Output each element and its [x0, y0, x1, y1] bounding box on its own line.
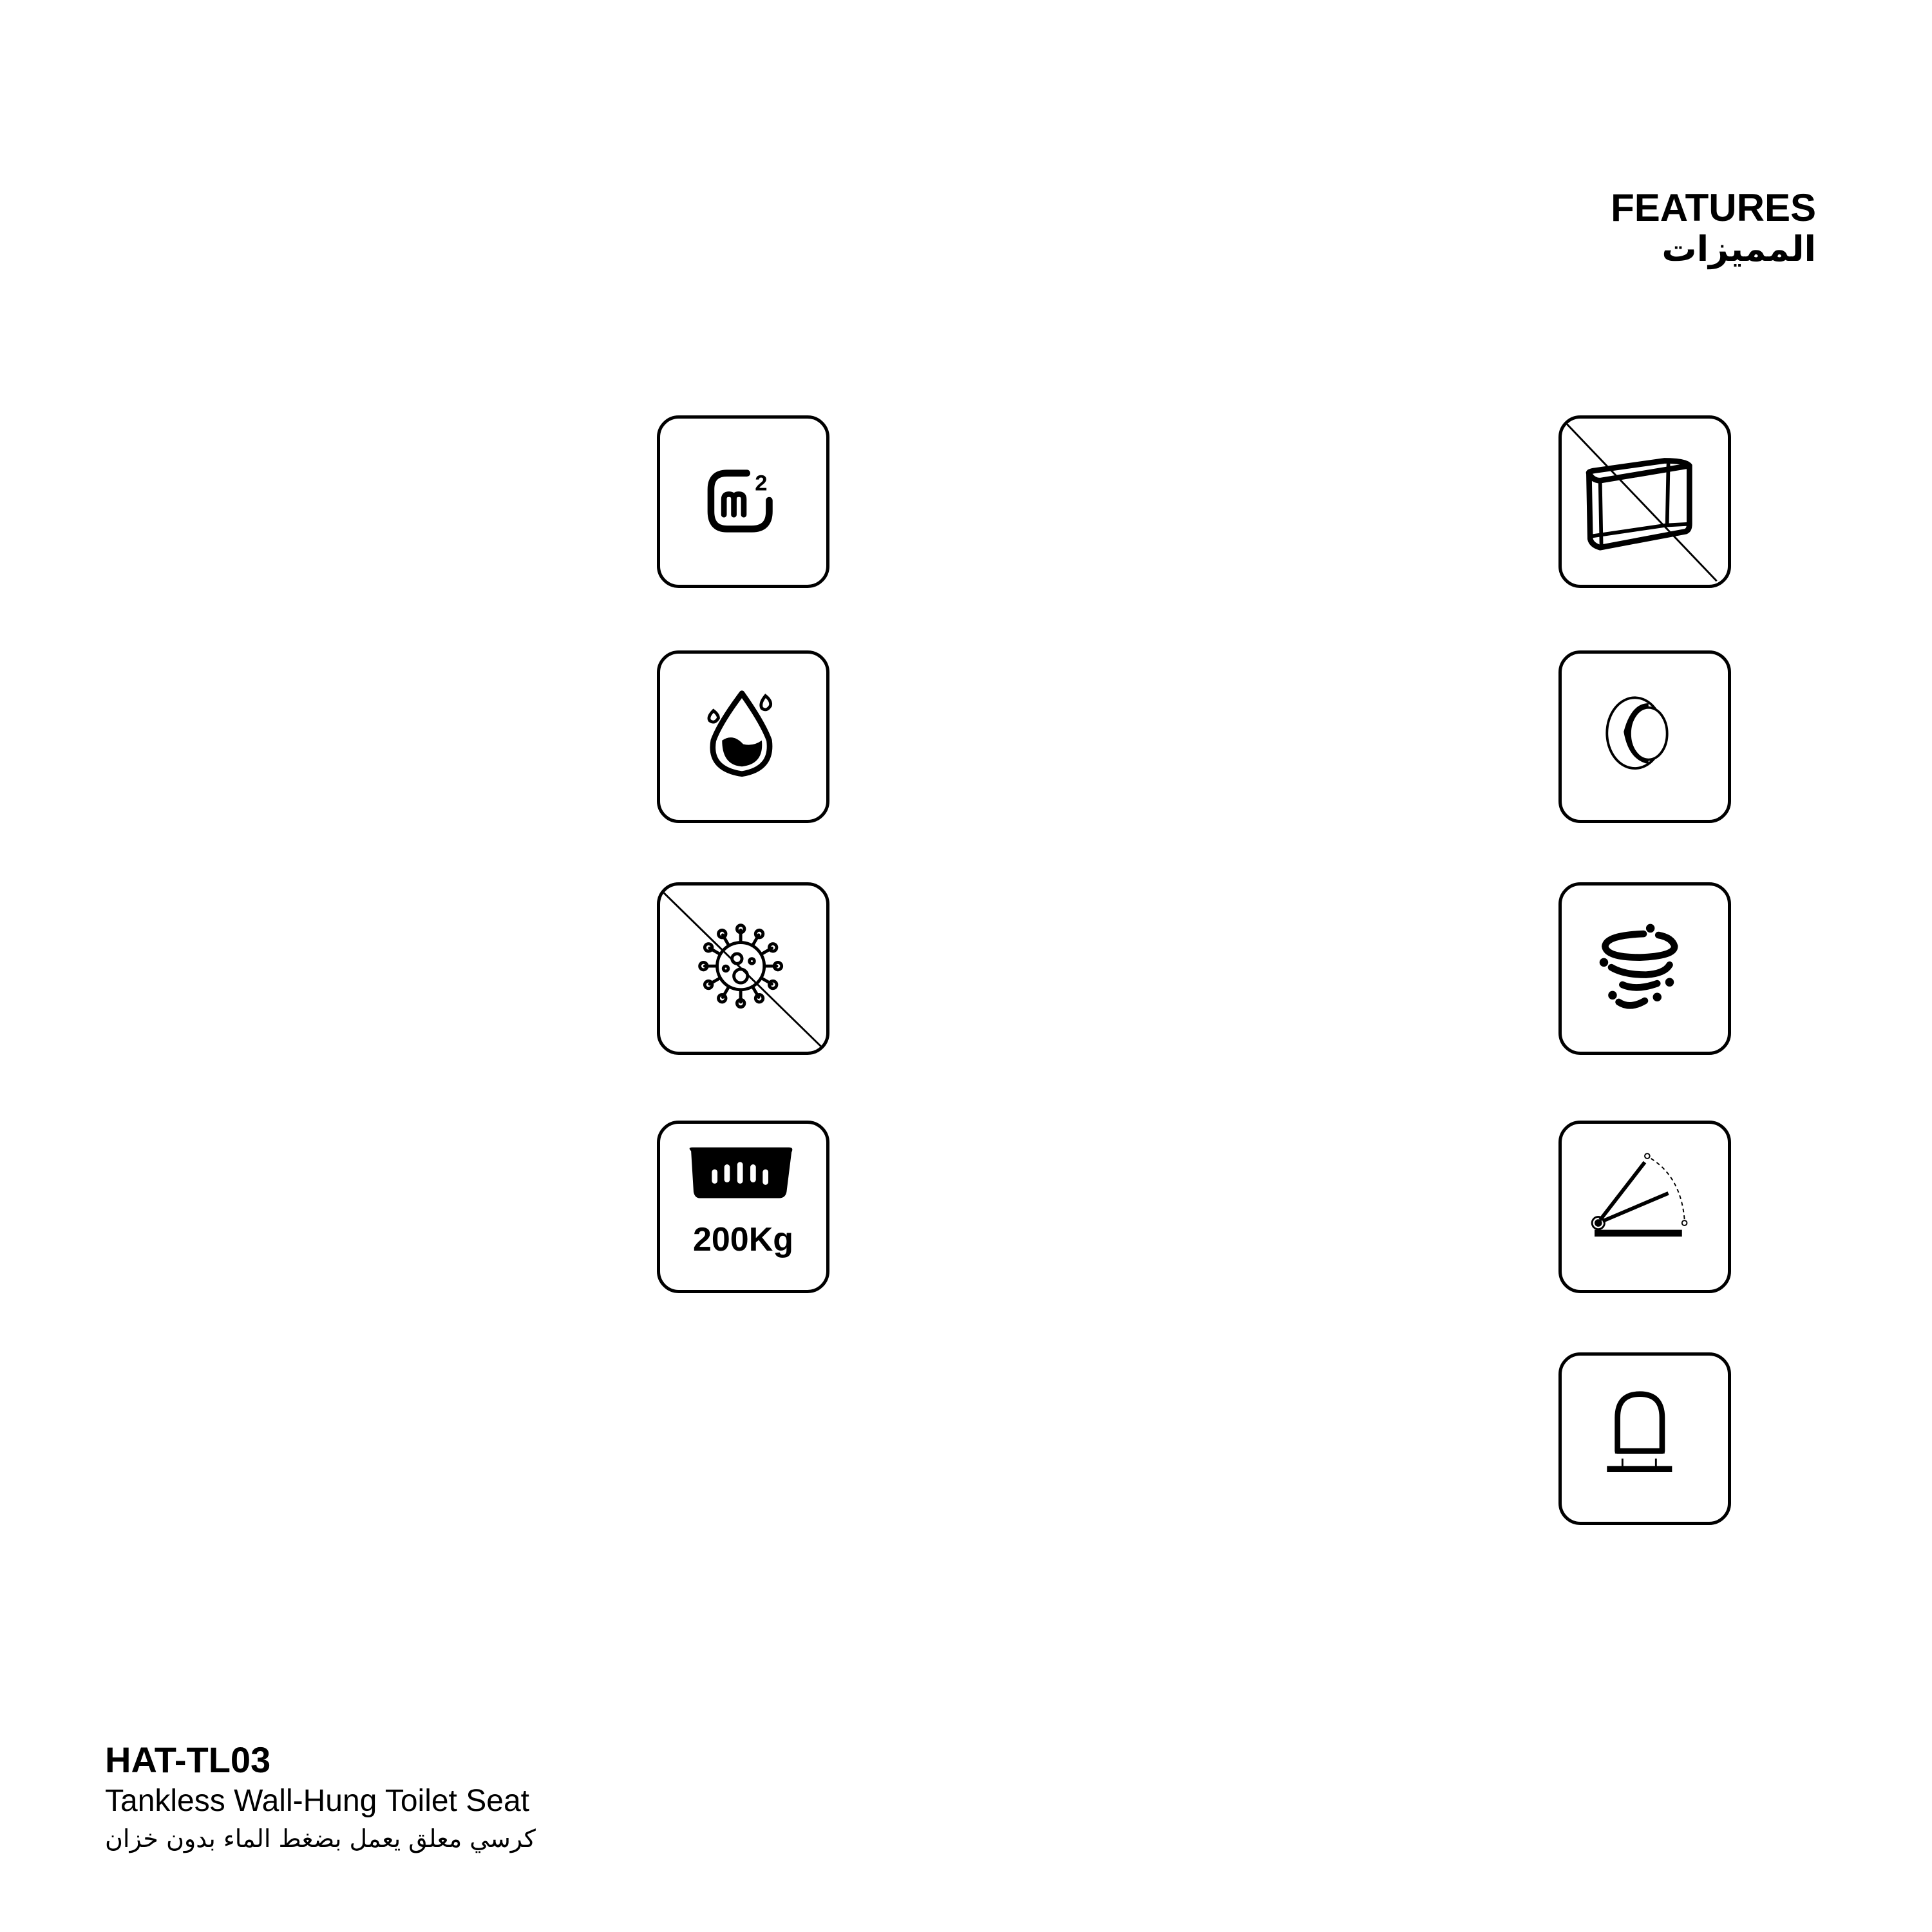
weight-scale-icon	[660, 1124, 826, 1290]
product-name-en: Tankless Wall-Hung Toilet Seat	[105, 1784, 529, 1818]
feature-icon-box	[657, 650, 829, 823]
product-name-ar: كرسي معلق يعمل بضغط الماء بدون خزان	[105, 1824, 536, 1853]
soft-close-lid-icon	[1562, 1124, 1728, 1290]
feature-icon-box	[1558, 882, 1731, 1055]
features-title-ar: المميزات	[1662, 229, 1816, 269]
features-title-en: FEATURES	[1611, 186, 1816, 229]
water-drop-icon	[660, 654, 826, 820]
feature-icon-box	[657, 1121, 829, 1293]
touch-button-icon	[1562, 654, 1728, 820]
svg-text:2: 2	[755, 471, 768, 496]
feature-icon-box	[1558, 1352, 1731, 1525]
no-water-tank-icon	[1562, 419, 1728, 585]
water-vortex-icon	[1562, 886, 1728, 1052]
feature-icon-box	[1558, 650, 1731, 823]
feature-icon-box	[1558, 1121, 1731, 1293]
feature-icon-box	[657, 882, 829, 1055]
no-bacteria-icon	[660, 886, 826, 1052]
detachable-seat-icon	[1562, 1356, 1728, 1522]
weight-capacity-label: 200Kg	[692, 1221, 794, 1258]
product-info	[105, 1739, 536, 1856]
feature-icon-box	[657, 415, 829, 588]
m2-area-icon	[660, 419, 826, 585]
features-heading	[1611, 187, 1816, 269]
feature-icon-box	[1558, 415, 1731, 588]
product-model: HAT-TL03	[105, 1739, 271, 1780]
